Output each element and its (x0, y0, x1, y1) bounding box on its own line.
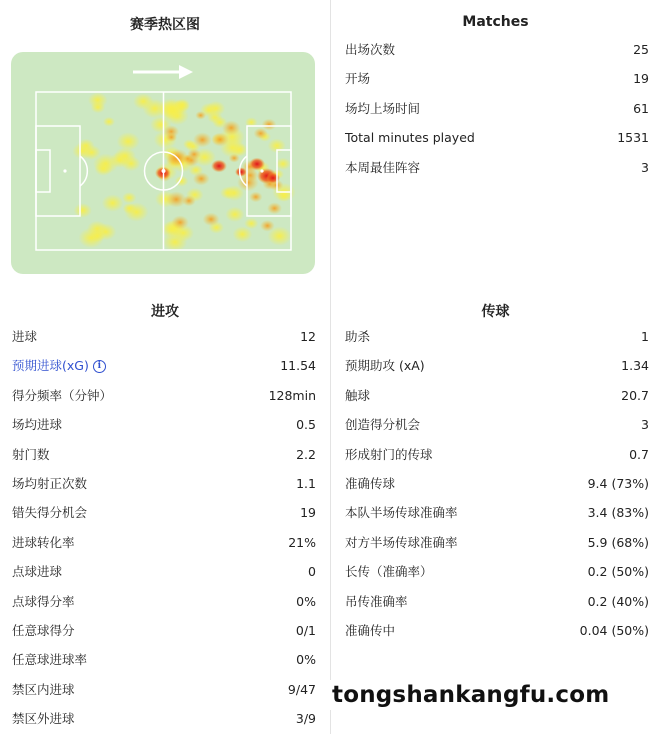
heat-spot-low (103, 117, 115, 127)
passing-stat-label (345, 498, 458, 527)
matches-stat-row (331, 64, 660, 93)
heat-spot-high (211, 160, 227, 173)
passing-stat-row (331, 410, 660, 439)
attack-stat-label-text: 错失得分机会 (12, 505, 88, 521)
matches-stat-label-text: 出场次数 (345, 42, 396, 57)
heat-spot-mid (203, 213, 220, 226)
attack-stat-label-text: 点球进球 (12, 564, 63, 580)
attack-stat-row (0, 498, 330, 527)
attack-stat-label-text: 禁区外进球 (12, 711, 75, 727)
attack-stat-row (0, 410, 330, 439)
heat-spot-mid (249, 192, 262, 203)
passing-stat-label (345, 587, 408, 616)
heat-spot-mid (260, 220, 275, 232)
attack-stat-row (0, 587, 330, 616)
passing-stat-label-text: 助杀 (345, 329, 371, 344)
passing-stat-label (345, 557, 433, 586)
passing-stat-row (331, 469, 660, 498)
passing-stat-label-text: 对方半场传球准确率 (345, 534, 458, 550)
attack-direction-arrow-icon (133, 65, 193, 79)
heatmap-title: 赛季热区图 (130, 17, 200, 33)
xg-info-icon[interactable]: i (93, 360, 106, 373)
attack-stat-row (0, 528, 330, 557)
matches-stat-value: 3 (641, 159, 649, 175)
heat-spot-low (233, 226, 253, 242)
attack-stat-label-text: 场均射正次数 (12, 476, 88, 491)
matches-stat-label-text: 开场 (345, 71, 371, 87)
attack-stat-value: 19 (300, 505, 316, 521)
heat-spot-low (122, 192, 136, 203)
heat-spot-high (266, 172, 280, 183)
season-heatmap (11, 52, 315, 274)
heat-spot-mid (187, 149, 201, 160)
attack-stat-label[interactable] (12, 351, 106, 380)
attack-stat-row (0, 645, 330, 674)
matches-stat-label (345, 123, 475, 152)
passing-stat-label-text: 长传（准确率） (345, 564, 433, 580)
attack-stat-label (12, 498, 87, 527)
attack-stat-value: 0% (296, 593, 316, 609)
heat-spot-mid (211, 133, 229, 147)
attack-stat-value: 0.5 (296, 417, 316, 433)
passing-stat-value: 0.7 (629, 446, 649, 462)
attack-stat-value: 0 (308, 564, 316, 580)
passing-stat-row (331, 616, 660, 645)
attack-stat-row (0, 616, 330, 645)
passing-stat-row (331, 381, 660, 410)
passing-stat-row (331, 440, 660, 469)
attack-stat-label-text: 射门数 (12, 446, 50, 462)
heat-spot-low (94, 162, 112, 176)
passing-stat-label (345, 469, 395, 498)
matches-stat-value: 19 (633, 71, 649, 87)
heat-spot-low (95, 223, 116, 240)
passing-stat-value: 5.9 (68%) (587, 534, 649, 550)
attack-stat-row (0, 381, 330, 410)
matches-stat-label (345, 35, 395, 64)
passing-stat-label-text: 预期助攻 (xA) (345, 358, 425, 374)
passing-stat-label-text: 准确传中 (345, 623, 396, 638)
passing-stat-label (345, 440, 433, 469)
heat-spot-mid (195, 111, 206, 120)
passing-stat-row (331, 351, 660, 380)
passing-stat-label (345, 322, 370, 351)
heat-spot-low (225, 207, 244, 222)
attack-stat-value: 128min (268, 387, 316, 403)
heat-spot-high (249, 158, 265, 171)
heat-spot-low (133, 93, 153, 109)
attack-stat-label (12, 381, 112, 410)
right-column (331, 0, 660, 734)
attack-stat-label (12, 675, 75, 704)
attack-stat-label (12, 645, 87, 674)
attack-stat-label-text: 进球转化率 (12, 534, 75, 550)
attack-stat-label (12, 616, 75, 645)
heat-spot-low (158, 98, 184, 118)
passing-stat-value: 3 (641, 417, 649, 433)
attack-stat-label (12, 440, 50, 469)
attack-stat-label-text: 点球得分率 (12, 593, 75, 609)
heat-spot-mid (267, 202, 282, 214)
passing-stat-value: 0.04 (50%) (579, 623, 649, 638)
matches-stat-label (345, 64, 370, 93)
passing-stat-value: 20.7 (621, 387, 649, 403)
heatmap-pitch (11, 52, 315, 274)
heat-spot-mid (222, 120, 241, 135)
attack-stat-value: 3/9 (295, 711, 316, 727)
passing-stat-value: 1.34 (621, 358, 649, 374)
passing-stat-label (345, 381, 370, 410)
heat-spot-mid (262, 119, 277, 131)
heat-spot-low (102, 194, 124, 211)
attack-stat-label-text: 禁区内进球 (12, 681, 75, 697)
passing-stat-label-text: 吊传准确率 (345, 593, 408, 609)
passing-stat-label-text: 触球 (345, 387, 371, 403)
matches-stat-label (345, 94, 420, 123)
passing-stat-label (345, 351, 425, 380)
passing-stat-value: 0.2 (50%) (587, 564, 649, 580)
matches-stat-row (331, 94, 660, 123)
matches-stat-value: 25 (633, 42, 649, 57)
passing-stat-label-text: 准确传球 (345, 476, 396, 491)
attack-stat-label-text: 场均进球 (12, 417, 63, 433)
attack-stat-row (0, 557, 330, 586)
attack-stat-value: 0% (296, 652, 316, 668)
heat-spot-low (220, 187, 236, 200)
matches-stat-label-text: 场均上场时间 (345, 100, 421, 116)
passing-stat-value: 1 (641, 329, 649, 344)
matches-stat-label-text: Total minutes played (345, 130, 475, 146)
matches-stat-label-text: 本周最佳阵容 (345, 159, 421, 175)
passing-stat-row (331, 498, 660, 527)
attack-stat-row (0, 675, 330, 704)
passing-stat-label-text: 形成射门的传球 (345, 446, 433, 462)
attack-stat-value: 12 (300, 329, 316, 344)
attack-stat-label-text: 任意球得分 (12, 623, 75, 638)
attack-stat-value: 11.54 (280, 358, 316, 374)
attack-stat-label (12, 528, 75, 557)
attack-stat-value: 1.1 (296, 476, 316, 491)
attack-stat-row (0, 351, 330, 380)
matches-stat-label (345, 153, 420, 182)
passing-stat-row (331, 528, 660, 557)
attack-stat-label (12, 557, 62, 586)
passing-stat-label-text: 创造得分机会 (345, 417, 421, 433)
passing-stat-row (331, 557, 660, 586)
attack-stat-label-text: 预期进球(xG) (12, 358, 89, 374)
site-watermark: tongshankangfu.com (326, 680, 615, 710)
attack-stat-row (0, 322, 330, 351)
heat-spot-mid (193, 172, 210, 185)
heat-spot-high (235, 167, 247, 177)
attack-stat-label-text: 得分频率（分钟） (12, 387, 113, 403)
attack-stat-label (12, 322, 37, 351)
heat-spot-low (117, 132, 140, 150)
attack-stat-label (12, 587, 75, 616)
heat-spot-mid (229, 154, 240, 163)
passing-stat-label-text: 本队半场传球准确率 (345, 505, 458, 521)
attack-stat-value: 9/47 (287, 681, 316, 697)
attack-stat-label (12, 704, 75, 733)
attack-title: 进攻 (151, 304, 179, 320)
passing-stat-label (345, 616, 395, 645)
attack-stat-row (0, 469, 330, 498)
passing-stat-row (331, 322, 660, 351)
heat-spot-low (124, 202, 148, 221)
attack-stat-value: 0/1 (295, 623, 316, 638)
matches-stat-row (331, 153, 660, 182)
passing-stat-value: 0.2 (40%) (587, 593, 649, 609)
heat-spot-mid (171, 215, 188, 229)
attack-stat-label-text: 任意球进球率 (12, 652, 88, 668)
heat-spot-mid (167, 149, 188, 166)
passing-title: 传球 (481, 304, 510, 320)
attack-stat-label (12, 410, 62, 439)
attack-stat-value: 21% (288, 534, 316, 550)
matches-title: Matches (462, 14, 529, 30)
attack-stat-value: 2.2 (296, 446, 316, 462)
attack-stat-label-text: 进球 (12, 329, 38, 344)
matches-stat-row (331, 35, 660, 64)
heat-spot-mid (193, 132, 212, 147)
attack-stat-row (0, 440, 330, 469)
passing-stat-value: 9.4 (73%) (587, 476, 649, 491)
heat-spot-low (82, 145, 101, 160)
heat-spot-mid (166, 133, 178, 142)
passing-stat-label (345, 528, 458, 557)
passing-stat-row (331, 587, 660, 616)
attack-stat-row (0, 704, 330, 733)
heat-spot-mid (166, 191, 186, 207)
matches-stat-value: 1531 (617, 130, 649, 146)
heat-spot-low (91, 101, 106, 113)
matches-stat-value: 61 (633, 100, 649, 116)
matches-stat-row (331, 123, 660, 152)
attack-stat-label (12, 469, 87, 498)
passing-stat-value: 3.4 (83%) (587, 505, 649, 521)
passing-stat-label (345, 410, 420, 439)
